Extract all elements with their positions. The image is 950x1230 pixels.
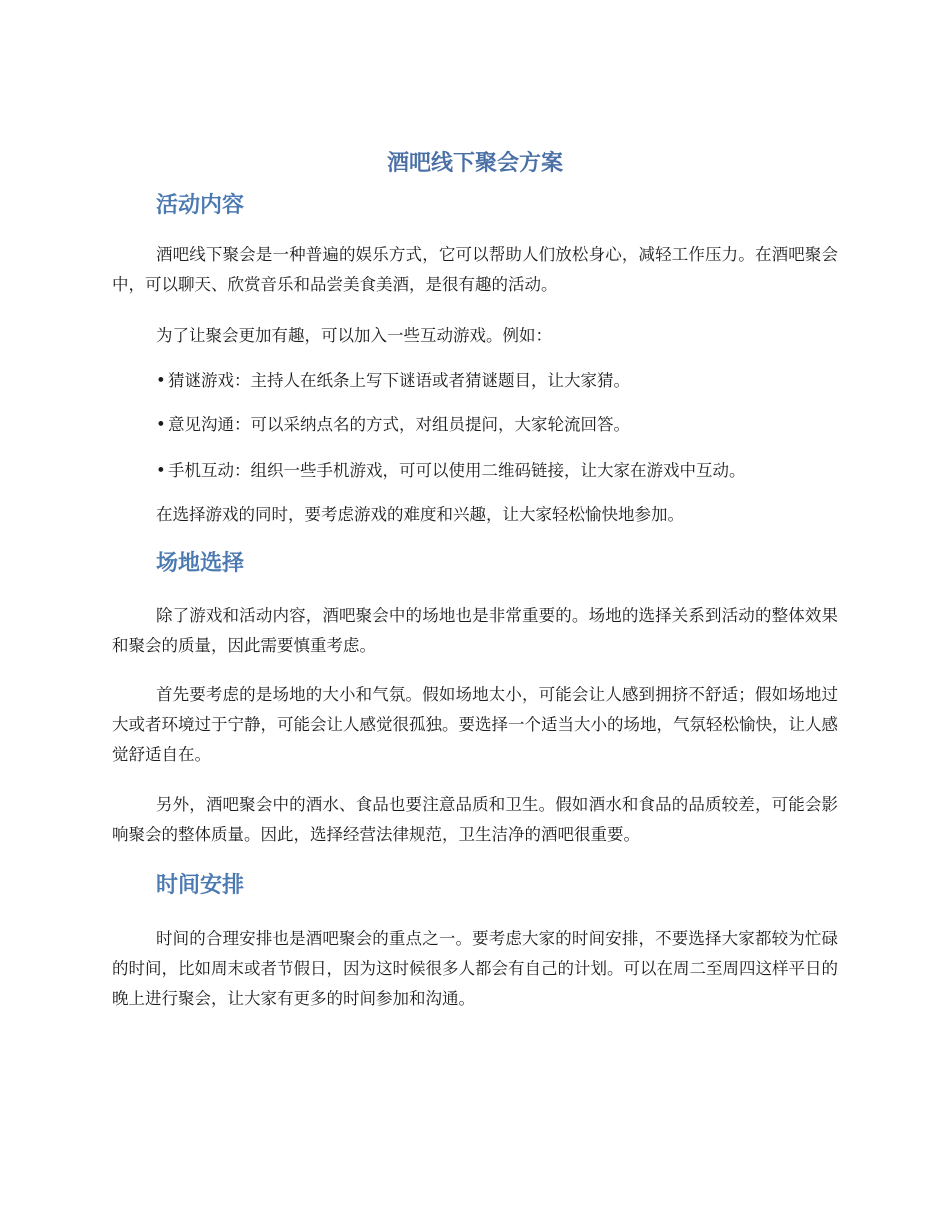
section-heading-activity: 活动内容	[156, 193, 245, 218]
paragraph: 除了游戏和活动内容，酒吧聚会中的场地也是非常重要的。场地的选择关系到活动的整体效果和聚会的质量，因此需要慎重考虑。	[112, 606, 838, 655]
bullet-icon: •	[156, 371, 166, 390]
paragraph: 时间的合理安排也是酒吧聚会的重点之一。要考虑大家的时间安排，不要选择大家都较为忙碌的时间，比如周末或者节假日，因为这时候很多人都会有自己的计划。可以在周二至周四这样平日的晚上进行聚会，让大家有更多的时间参加和沟通。	[112, 929, 838, 1008]
section-heading-schedule: 时间安排	[156, 873, 245, 898]
list-item	[156, 456, 838, 486]
list-item-text: 手机互动：组织一些手机游戏，可可以使用二维码链接，让大家在游戏中互动。	[168, 461, 746, 480]
bullet-icon: •	[156, 461, 166, 480]
bullet-icon: •	[156, 415, 166, 434]
paragraph: 首先要考虑的是场地的大小和气氛。假如场地太小，可能会让人感到拥挤不舒适；假如场地过大或者环境过于宁静，可能会让人感觉很孤独。要选择一个适当大小的场地，气氛轻松愉快，让人感觉舒适自在。	[112, 685, 838, 764]
paragraph: 酒吧线下聚会是一种普遍的娱乐方式，它可以帮助人们放松身心，减轻工作压力。在酒吧聚会中，可以聊天、欣赏音乐和品尝美食美酒，是很有趣的活动。	[112, 245, 838, 294]
paragraph: 在选择游戏的同时，要考虑游戏的难度和兴趣，让大家轻松愉快地参加。	[156, 505, 684, 524]
list-item	[156, 366, 838, 396]
list-item	[156, 410, 838, 440]
list-item-text: 猜谜游戏：主持人在纸条上写下谜语或者猜谜题目，让大家猜。	[168, 371, 630, 390]
list-item-text: 意见沟通：可以采纳点名的方式，对组员提问，大家轮流回答。	[168, 415, 630, 434]
paragraph: 另外，酒吧聚会中的酒水、食品也要注意品质和卫生。假如酒水和食品的品质较差，可能会影响聚会的整体质量。因此，选择经营法律规范，卫生洁净的酒吧很重要。	[112, 795, 838, 844]
section-heading-venue: 场地选择	[156, 551, 245, 576]
document-title: 酒吧线下聚会方案	[386, 151, 563, 176]
paragraph: 为了让聚会更加有趣，可以加入一些互动游戏。例如：	[156, 326, 552, 345]
